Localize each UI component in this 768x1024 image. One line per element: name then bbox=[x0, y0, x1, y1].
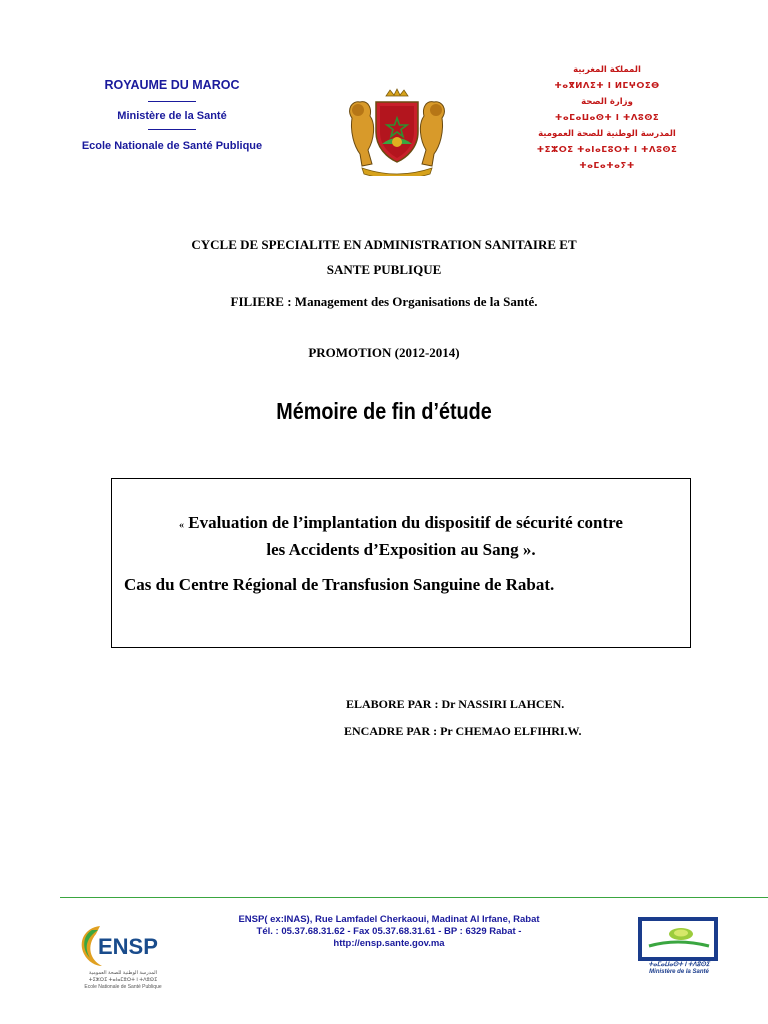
ministry-logo-caption bbox=[636, 962, 722, 976]
ministry-name-arabic: وزارة الصحة bbox=[581, 97, 633, 107]
promotion-line: PROMOTION (2012-2014) bbox=[308, 345, 460, 360]
author-line: ELABORE PAR : Dr NASSIRI LAHCEN. bbox=[346, 697, 565, 711]
supervisor-line: ENCADRE PAR : Pr CHEMAO ELFIHRI.W. bbox=[344, 724, 582, 738]
kingdom-name: ROYAUME DU MAROC bbox=[104, 78, 240, 92]
ministry-caption-line: Ministère de la Santé bbox=[649, 969, 709, 975]
ensp-logo-caption bbox=[76, 970, 170, 991]
thesis-title-line: les Accidents d’Exposition au Sang ». bbox=[266, 540, 536, 559]
ensp-logo bbox=[70, 920, 170, 1008]
header-right-block bbox=[512, 62, 702, 174]
school-name-arabic: المدرسة الوطنية للصحة العمومية bbox=[538, 129, 676, 139]
document-title: Mémoire de fin d’étude bbox=[276, 398, 492, 424]
footer-address bbox=[232, 914, 546, 950]
school-name-tifinagh: ⵜⵉⵣⵔⵉ ⵜⴰⵏⴰⵎⵓⵔⵜ ⵏ ⵜⴷⵓⵙⵉ ⵜⴰⵎⴰⵜⴰⵢⵜ bbox=[536, 145, 678, 171]
header-divider bbox=[148, 129, 196, 130]
ensp-caption-line: Ecole Nationale de Santé Publique bbox=[84, 984, 162, 990]
thesis-title-box bbox=[111, 478, 691, 648]
ministry-name: Ministère de la Santé bbox=[117, 110, 227, 122]
footer-url[interactable]: http://ensp.sante.gov.ma bbox=[333, 938, 445, 949]
cycle-line: SANTE PUBLIQUE bbox=[326, 262, 442, 277]
footer-address-line: Tél. : 05.37.68.31.62 - Fax 05.37.68.31.61 - BP : 6329 Rabat - bbox=[256, 926, 522, 937]
ensp-caption-line: ⵜⵉⵣⵔⵉ ⵜⴰⵏⴰⵎⵓⵔⵜ ⵏ ⵜⴷⵓⵙⵉ bbox=[88, 977, 158, 983]
footer-address-line: ENSP( ex:INAS), Rue Lamfadel Cherkaoui, Madinat Al Irfane, Rabat bbox=[238, 914, 540, 925]
ensp-caption-line: المدرسة الوطنية للصحة العمومية bbox=[88, 970, 158, 976]
footer-divider bbox=[60, 897, 768, 898]
ministry-caption-line: ⵜⴰⵎⴰⵡⴰⵙⵜ ⵏ ⵜⴷⵓⵙⵉ bbox=[648, 962, 710, 968]
thesis-title bbox=[112, 511, 690, 562]
cycle-title bbox=[100, 232, 668, 282]
ensp-logo-text: ENSP bbox=[98, 934, 158, 959]
ministry-name-tifinagh: ⵜⴰⵎⴰⵡⴰⵙⵜ ⵏ ⵜⴷⵓⵙⵉ bbox=[554, 113, 660, 123]
coat-of-arms-icon bbox=[342, 88, 452, 176]
thesis-case-line: Cas du Centre Régional de Transfusion Sanguine de Rabat. bbox=[124, 575, 555, 594]
kingdom-name-arabic: المملكة المغربية bbox=[573, 65, 641, 75]
open-quote: « bbox=[179, 520, 185, 531]
header-divider bbox=[148, 101, 196, 102]
header-left-block bbox=[60, 78, 284, 152]
cycle-line: CYCLE DE SPECIALITE EN ADMINISTRATION SANITAIRE ET bbox=[191, 237, 577, 252]
school-name: Ecole Nationale de Santé Publique bbox=[81, 140, 263, 152]
thesis-title-line: Evaluation de l’implantation du dispositif de sécurité contre bbox=[188, 513, 623, 532]
kingdom-name-tifinagh: ⵜⴰⴳⵍⴷⵉⵜ ⵏ ⵍⵎⵖⵔⵉⴱ bbox=[554, 81, 660, 91]
filiere-line: FILIERE : Management des Organisations de la Santé. bbox=[230, 294, 538, 309]
